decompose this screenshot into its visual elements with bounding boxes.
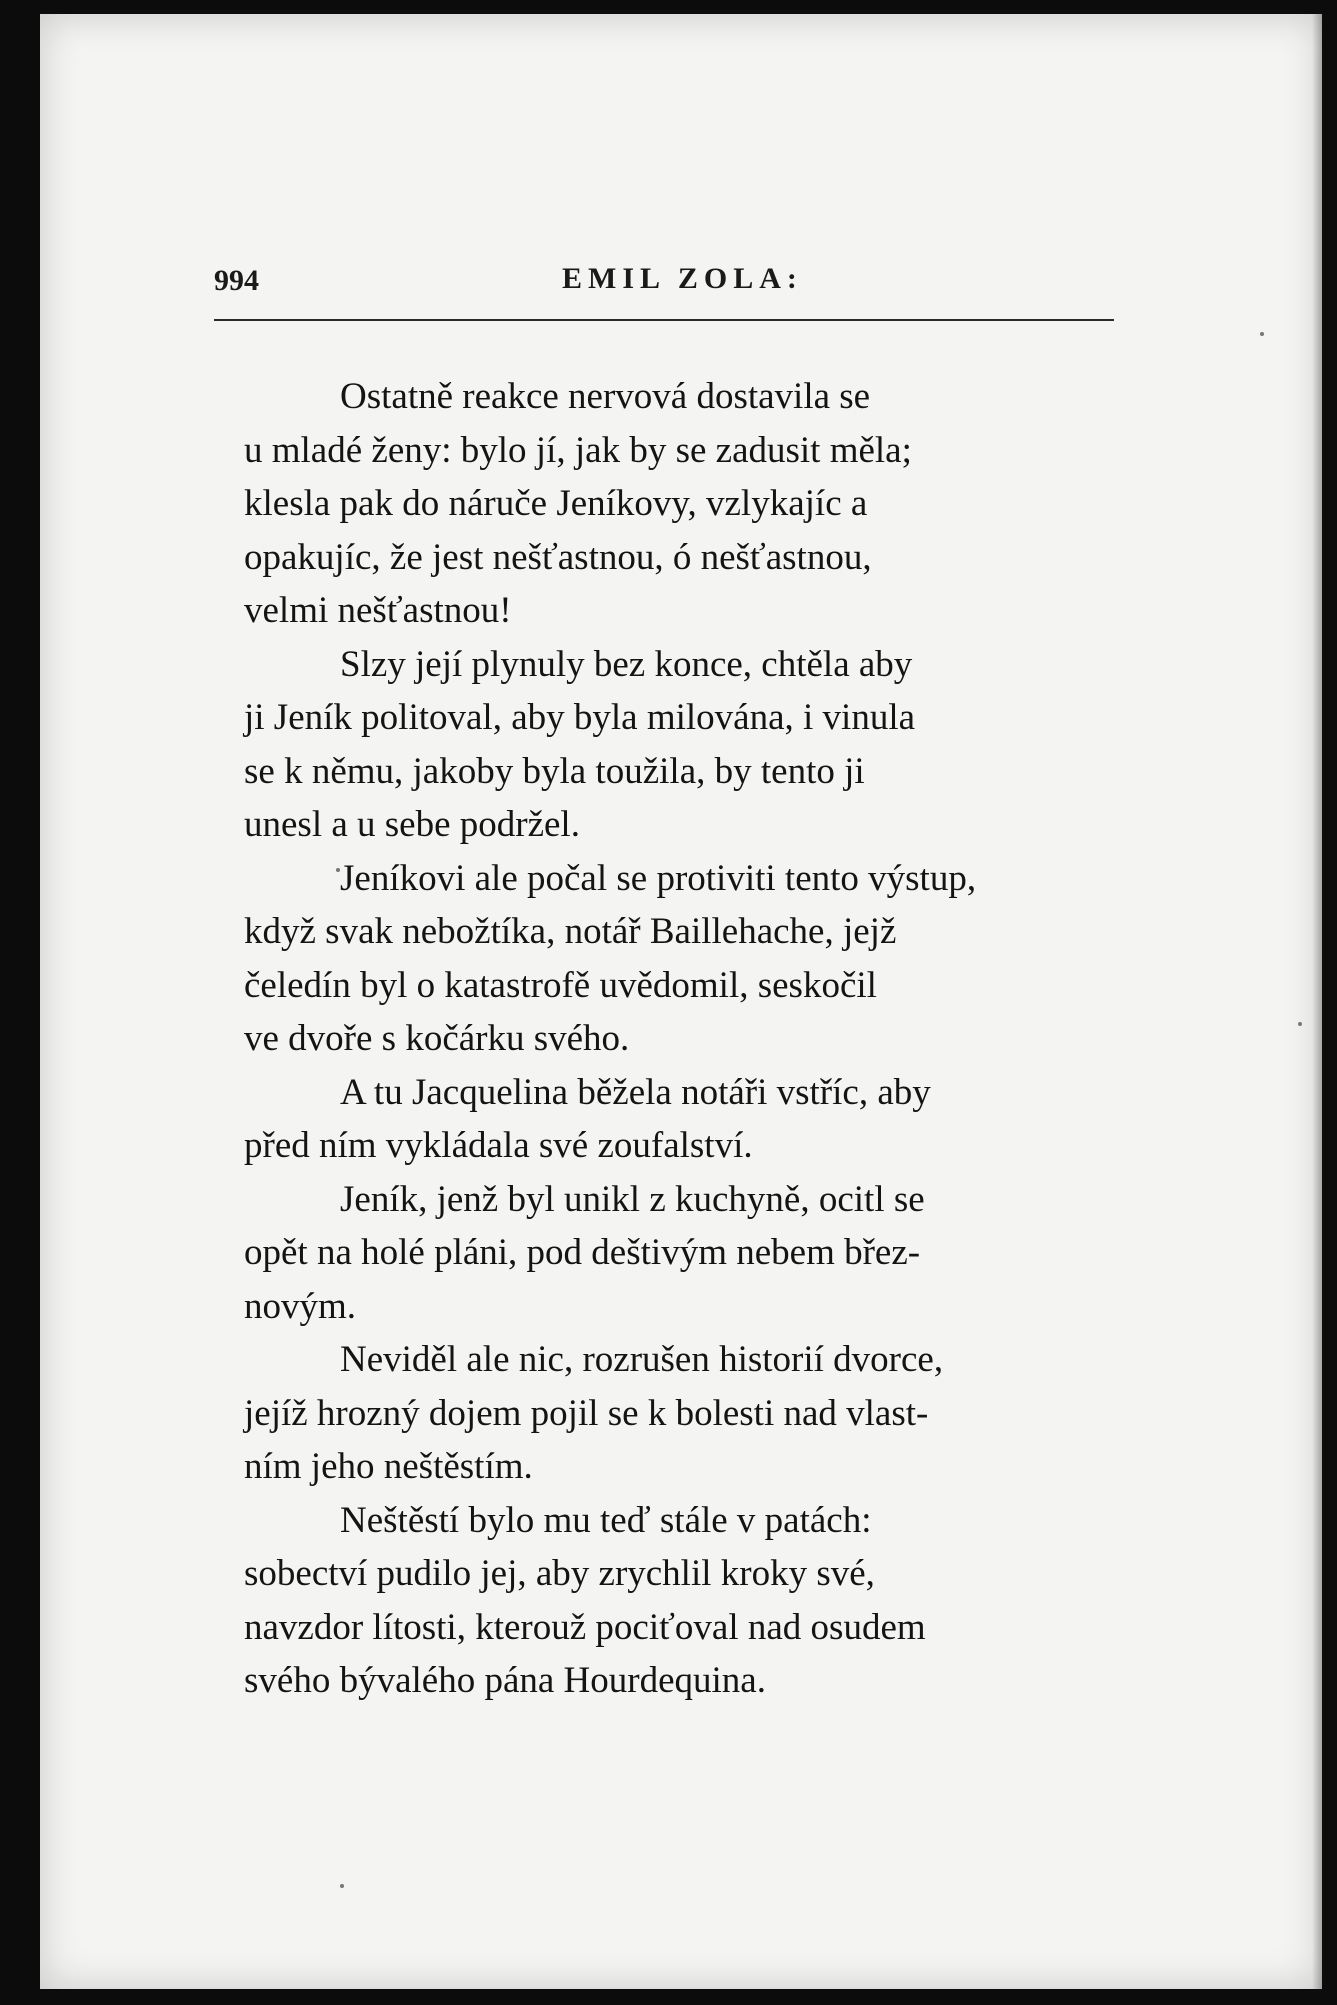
paragraph: Slzy její plynuly bez konce, chtěla aby ji Jeník politoval, aby byla milována, i vinula se k němu, jakoby byla toužila, by tento ji unesl a u sebe podržel. bbox=[244, 643, 916, 845]
paper-speck bbox=[1298, 1022, 1302, 1026]
paper-speck bbox=[1260, 332, 1264, 336]
paragraph: Neštěstí bylo mu teď stále v patách: sobectví pudilo jej, aby zrychlil kroky své, navzdor lítosti, kterouž pociťoval nad osudem svého bývalého pána Hourdequina. bbox=[244, 1499, 926, 1701]
running-title: EMIL ZOLA: bbox=[562, 262, 803, 295]
paragraph: Neviděl ale nic, rozrušen historií dvorce, jejíž hrozný dojem pojil se k bolesti nad vlast- ním jeho neštěstím. bbox=[244, 1339, 944, 1487]
paper-speck bbox=[340, 1884, 344, 1888]
page-number: 994 bbox=[214, 264, 259, 297]
paragraph: Jeník, jenž byl unikl z kuchyně, ocitl se opět na holé pláni, pod deštivým nebem břez- novým. bbox=[244, 1178, 925, 1327]
header-rule bbox=[214, 319, 1114, 321]
paragraph: A tu Jacquelina běžela notáři vstříc, aby před ním vykládala své zoufalství. bbox=[244, 1071, 931, 1166]
body-text bbox=[244, 370, 1114, 1708]
paragraph: Jeníkovi ale počal se protiviti tento výstup, když svak nebožtíka, notář Baillehache, jejž čeledín byl o katastrofě uvědomil, seskočil ve dvoře s kočárku svého. bbox=[244, 857, 977, 1059]
paragraph: Ostatně reakce nervová dostavila se u mladé ženy: bylo jí, jak by se zadusit měla; klesla pak do náruče Jeníkovy, vzlykajíc a opakujíc, že jest nešťastnou, ó nešťastnou, velmi nešťastnou! bbox=[244, 376, 912, 631]
page-header bbox=[214, 256, 1114, 316]
